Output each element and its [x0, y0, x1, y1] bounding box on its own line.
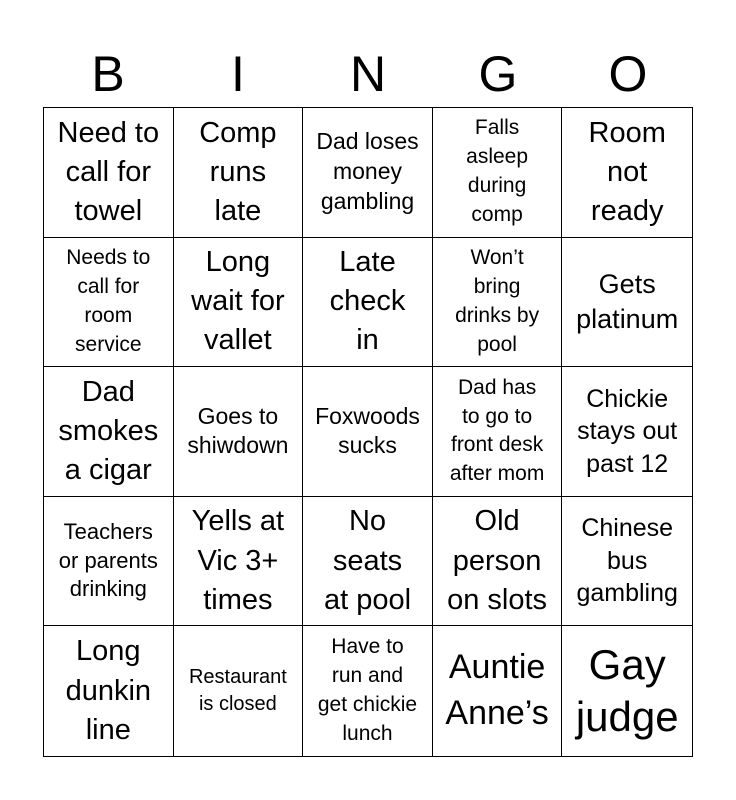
bingo-cell-r5-c2[interactable]	[174, 626, 304, 756]
bingo-cell-r4-c3[interactable]	[303, 497, 433, 627]
bingo-cell-text: Goes to shiwdown	[187, 402, 289, 459]
bingo-cell-text: Foxwoods sucks	[315, 402, 420, 459]
header-letter-o: O	[608, 46, 648, 102]
bingo-cell-r5-c1[interactable]	[44, 626, 174, 756]
bingo-cell-text: Gay judge	[575, 640, 679, 741]
bingo-cell-r3-c4[interactable]	[433, 367, 563, 497]
bingo-cell-r1-c2[interactable]	[174, 108, 304, 238]
bingo-cell-text: Chinese bus gambling	[576, 514, 678, 608]
bingo-cell-r2-c5[interactable]	[562, 238, 692, 368]
bingo-cell-text: Late check in	[329, 246, 406, 357]
bingo-cell-text: Won’t bring drinks by pool	[455, 245, 540, 356]
bingo-cell-text: Dad smokes a cigar	[58, 375, 159, 487]
bingo-cell-text: Auntie Anne’s	[445, 648, 549, 733]
bingo-header	[43, 40, 693, 108]
bingo-cell-r1-c1[interactable]	[44, 108, 174, 238]
header-letter-b: B	[91, 46, 125, 102]
bingo-cell-text: Comp runs late	[199, 116, 277, 227]
bingo-cell-text: Long wait for vallet	[191, 246, 285, 357]
header-letter-i: I	[231, 46, 245, 102]
bingo-cell-text: Falls asleep during comp	[466, 116, 529, 227]
bingo-cell-r1-c5[interactable]	[562, 108, 692, 238]
bingo-cell-text: Yells at Vic 3+ times	[191, 505, 285, 616]
bingo-cell-text: Old person on slots	[447, 505, 548, 616]
bingo-cell-text: Dad has to go to front desk after mom	[449, 375, 545, 486]
bingo-cell-text: Long dunkin line	[65, 635, 152, 746]
bingo-cell-r2-c3[interactable]	[303, 238, 433, 368]
header-letter-n: N	[349, 46, 387, 102]
bingo-cell-text: No seats at pool	[323, 505, 412, 616]
bingo-cell-r4-c2[interactable]	[174, 497, 304, 627]
bingo-card-grid	[43, 107, 693, 757]
bingo-cell-r2-c4[interactable]	[433, 238, 563, 368]
bingo-cell-text: Room not ready	[588, 116, 666, 227]
bingo-cell-text: Chickie stays out past 12	[577, 384, 678, 478]
bingo-cell-r3-c3[interactable]	[303, 367, 433, 497]
bingo-cell-r5-c5[interactable]	[562, 626, 692, 756]
bingo-cell-text: Need to call for towel	[57, 116, 160, 227]
bingo-cell-r3-c1[interactable]	[44, 367, 174, 497]
bingo-cell-text: Needs to call for room service	[66, 245, 151, 356]
header-letter-g: G	[478, 46, 518, 102]
bingo-cell-r1-c4[interactable]	[433, 108, 563, 238]
bingo-cell-text: Gets platinum	[576, 268, 679, 334]
bingo-cell-r3-c5[interactable]	[562, 367, 692, 497]
bingo-cell-text: Teachers or parents drinking	[58, 519, 158, 602]
bingo-cell-r2-c1[interactable]	[44, 238, 174, 368]
bingo-cell-r5-c3[interactable]	[303, 626, 433, 756]
bingo-cell-r2-c2[interactable]	[174, 238, 304, 368]
bingo-cell-text: Dad loses money gambling	[316, 128, 419, 215]
bingo-cell-text: Restaurant is closed	[188, 666, 287, 716]
bingo-cell-r1-c3[interactable]	[303, 108, 433, 238]
bingo-cell-r4-c5[interactable]	[562, 497, 692, 627]
bingo-cell-r4-c1[interactable]	[44, 497, 174, 627]
bingo-cell-text: Have to run and get chickie lunch	[317, 635, 418, 746]
bingo-cell-r5-c4[interactable]	[433, 626, 563, 756]
bingo-cell-r4-c4[interactable]	[433, 497, 563, 627]
bingo-cell-r3-c2[interactable]	[174, 367, 304, 497]
